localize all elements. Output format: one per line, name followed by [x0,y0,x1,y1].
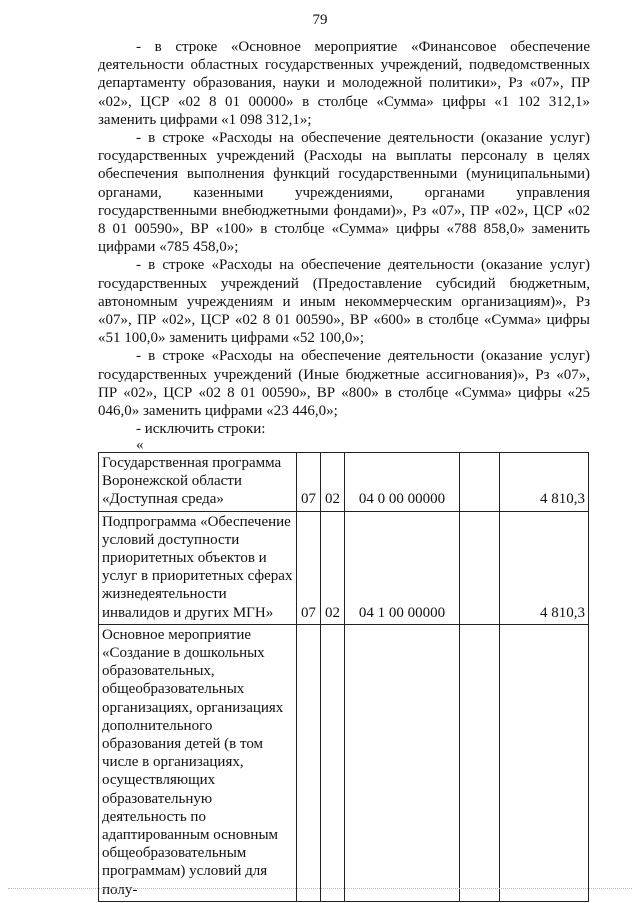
scan-edge-line [8,888,632,890]
paragraph-exclude-rows: - исключить строки: [136,421,266,438]
table-row [99,624,589,901]
row-name-cell: Государственная программа Воронежской области «Доступная среда» [99,453,297,512]
pr-cell: 02 [321,511,345,624]
paragraph-1: - в строке «Основное мероприятие «Финансовое обеспечение деятельности областных государственных учреждений, подведомственных департаменту образования, науки и молодежной политики», Рз «07», ПР «02», ЦСР «02 8 01 00000» в столбце «Сумма» цифры «1 102 312,1» заменить цифрами «1 098 312,1»; [98,39,590,128]
paragraph-3: - в строке «Расходы на обеспечение деятельности (оказание услуг) государственных учреждений (Предоставление субсидий бюджетным, автономным учреждениям и иным некоммерческим организациям)», Рз «07», ПР «02», ЦСР «02 8 01 00590», ВР «600» в столбце «Сумма» цифры «51 100,0» заменить цифрами «52 100,0»; [98,257,590,347]
vr-cell [460,624,500,901]
paragraph-4: - в строке «Расходы на обеспечение деятельности (оказание услуг) государственных учреждений (Иные бюджетные ассигнования)», Рз «07», ПР «02», ЦСР «02 8 01 00590», ВР «800» в столбце «Сумма» цифры «25 046,0» заменить цифрами «23 446,0»; [98,348,590,420]
pr-cell [321,624,345,901]
row-name-cell: Основное мероприятие «Создание в дошкольных образовательных, общеобразовательных организациях, организациях дополнительного образования детей (в том числе в организациях, осуществляющих образовательную деятельность по адаптированным основным общеобразовательным программам) условий для полу- [99,624,297,901]
table-row [99,511,589,624]
vr-cell [460,511,500,624]
row-name-cell: Подпрограмма «Обеспечение условий доступности приоритетных объектов и услуг в приоритетных сферах жизнедеятельности инвалидов и других МГН» [99,511,297,624]
csr-cell: 04 0 00 00000 [345,453,460,512]
excluded-rows-table [98,452,589,902]
table-row [99,453,589,512]
sum-cell: 4 810,3 [500,453,589,512]
pr-cell: 02 [321,453,345,512]
opening-quote: « [136,437,144,454]
vr-cell [460,453,500,512]
rz-cell: 07 [297,453,321,512]
csr-cell [345,624,460,901]
paragraph-2: - в строке «Расходы на обеспечение деятельности (оказание услуг) государственных учреждений (Расходы на выплаты персоналу в целях обеспечения выполнения функций государственными (муниципальными) органами, казенными учреждениями, органами управления государственными внебюджетными фондами)», Рз «07», ПР «02», ЦСР «02 8 01 00590», ВР «100» в столбце «Сумма» цифры «788 858,0» заменить цифрами «785 458,0»; [98,130,590,256]
amendment-text [98,38,590,452]
rz-cell [297,624,321,901]
csr-cell: 04 1 00 00000 [345,511,460,624]
sum-cell: 4 810,3 [500,511,589,624]
rz-cell: 07 [297,511,321,624]
sum-cell [500,624,589,901]
page-number: 79 [312,12,328,28]
